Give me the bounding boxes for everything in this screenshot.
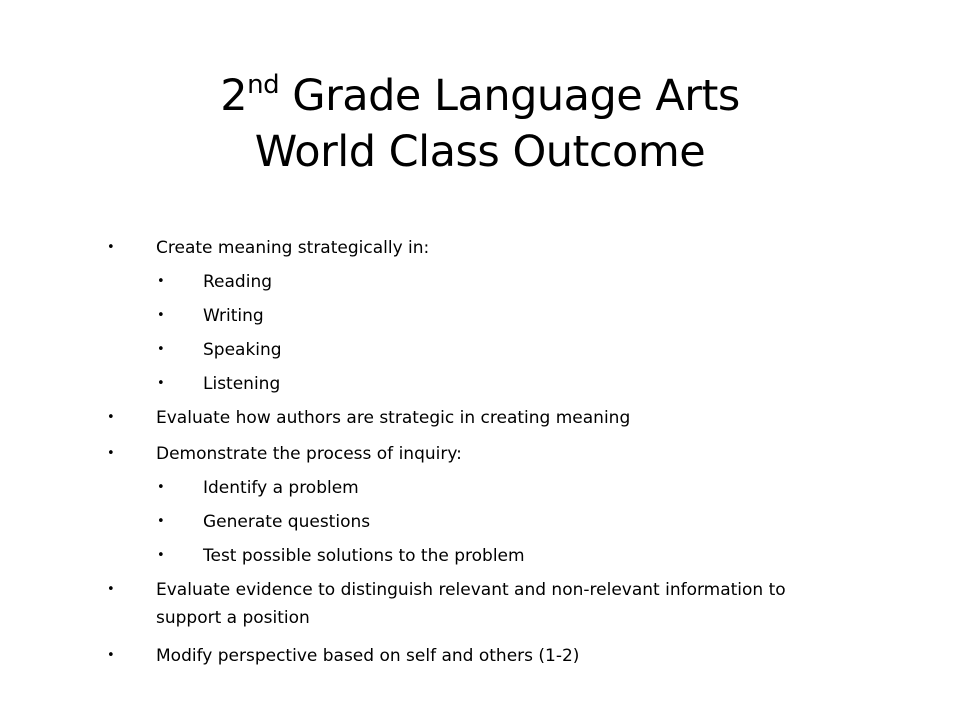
list-item-text: support a position <box>156 608 310 628</box>
title-subject: Grade Language Arts <box>279 71 740 121</box>
bullet-icon: • <box>107 582 115 597</box>
list-item <box>157 337 282 363</box>
list-item <box>157 269 273 295</box>
title-line-2: World Class Outcome <box>254 127 706 177</box>
list-item-text: Test possible solutions to the problem <box>203 546 525 566</box>
list-item <box>107 643 580 669</box>
bullet-icon: • <box>107 446 115 461</box>
list-item-continuation <box>156 605 310 631</box>
title-grade-number: 2 <box>220 71 248 121</box>
bullet-icon: • <box>157 514 165 529</box>
bullet-icon: • <box>157 274 165 289</box>
list-item-text: Evaluate how authors are strategic in creating meaning <box>156 408 631 428</box>
list-item <box>157 509 371 535</box>
list-item <box>157 303 264 329</box>
list-item <box>157 475 359 501</box>
list-item <box>157 543 525 569</box>
bullet-icon: • <box>107 240 115 255</box>
bullet-icon: • <box>157 548 165 563</box>
list-item-text: Listening <box>203 374 281 394</box>
list-item-text: Create meaning strategically in: <box>156 238 430 258</box>
bullet-icon: • <box>157 308 165 323</box>
list-item-text: Demonstrate the process of inquiry: <box>156 444 462 464</box>
slide-title <box>0 68 960 180</box>
list-item <box>157 371 281 397</box>
list-item <box>107 405 631 431</box>
title-line-1 <box>0 68 960 124</box>
list-item-text: Speaking <box>203 340 282 360</box>
list-item-text: Writing <box>203 306 264 326</box>
bullet-icon: • <box>157 480 165 495</box>
list-item-text: Modify perspective based on self and others (1-2) <box>156 646 580 666</box>
list-item <box>107 235 430 261</box>
list-item-text: Evaluate evidence to distinguish relevant and non-relevant information to <box>156 580 786 600</box>
list-item <box>107 577 786 603</box>
bullet-icon: • <box>157 342 165 357</box>
bullet-icon: • <box>107 648 115 663</box>
title-ordinal-suffix: nd <box>247 69 280 100</box>
list-item-text: Generate questions <box>203 512 371 532</box>
list-item-text: Reading <box>203 272 273 292</box>
bullet-icon: • <box>157 376 165 391</box>
bullet-icon: • <box>107 410 115 425</box>
list-item <box>107 441 462 467</box>
list-item-text: Identify a problem <box>203 478 359 498</box>
